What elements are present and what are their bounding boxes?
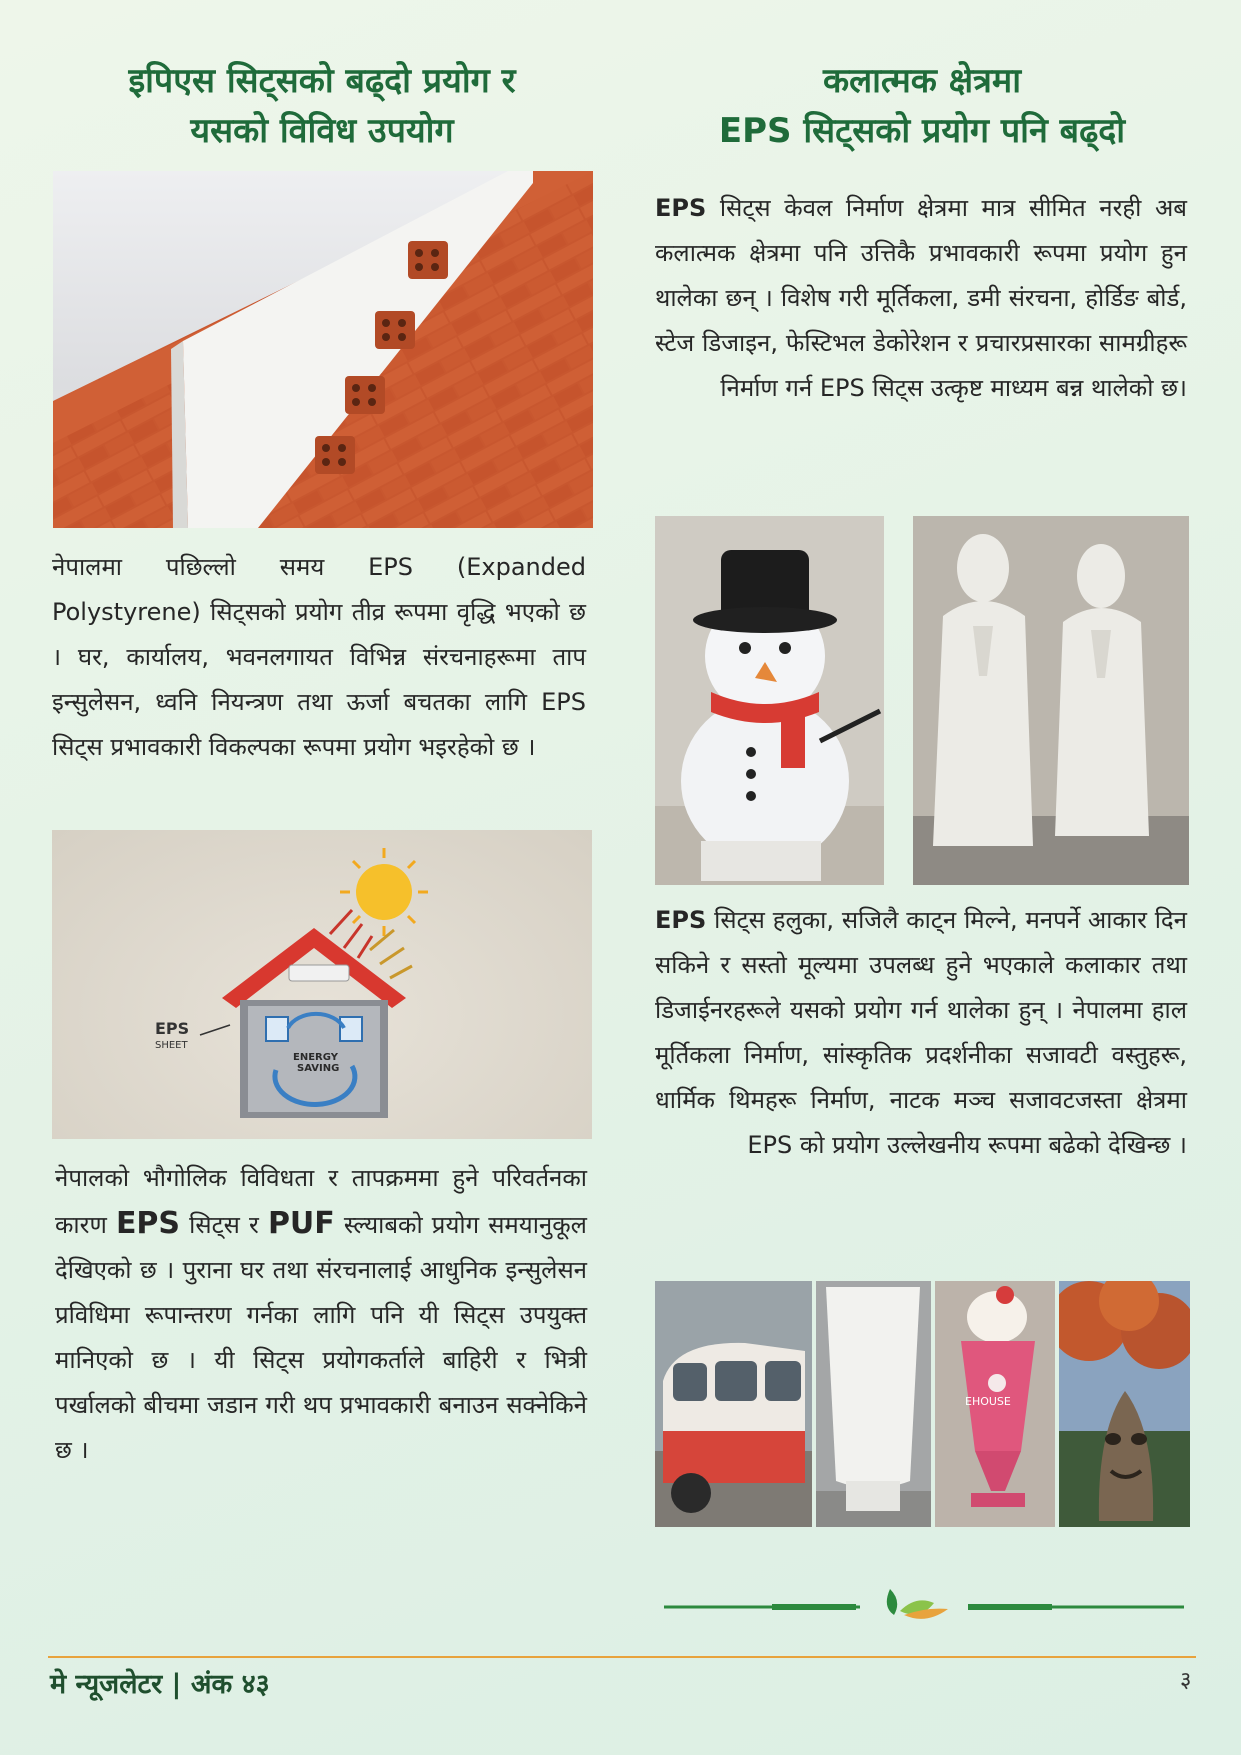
right-paragraph-1-text: सिट्स केवल निर्माण क्षेत्रमा मात्र सीमित नरही अब कलात्मक क्षेत्रमा पनि उत्तिकै प्रभावकारी रूपमा प्रयोग हुन थालेका छन् । विशेष गरी मूर्तिकला, डमी संरचना, होर्डिङ बोर्ड, स्टेज डिजाइन, फेस्टिभल डेकोरेशन र प्रचारप्रसारका सामग्रीहरू निर्माण गर्न EPS सिट्स उत्कृष्ट माध्यम बन्न थालेको छ।	[655, 194, 1187, 402]
footer-title: मे न्यूजलेटर | अंक ४३	[50, 1669, 270, 1700]
left-heading-line2: यसको विविध उपयोग	[190, 111, 454, 151]
left-paragraph-1: नेपालमा पछिल्लो समय EPS (Expanded Polystyrene) सिट्सको प्रयोग तीव्र रूपमा वृद्धि भएको छ । घर, कार्यालय, भवनलगायत विभिन्न संरचनाहरूमा ताप इन्सुलेसन, ध्वनि नियन्त्रण तथा ऊर्जा बचतका लागि EPS सिट्स प्रभावकारी विकल्पका रूपमा प्रयोग भइरहेको छ ।	[52, 553, 586, 761]
left-paragraph-1-block	[52, 545, 586, 770]
right-paragraph-1-eps: EPS	[655, 194, 707, 222]
left-paragraph-2-block	[55, 1156, 587, 1473]
snowman-sculpture-image	[655, 516, 884, 885]
tree-face-sculpture-image	[1059, 1281, 1190, 1527]
right-paragraph-2-text: सिट्स हलुका, सजिलै काट्न मिल्ने, मनपर्ने आकार दिन सकिने र सस्तो मूल्यमा उपलब्ध हुने भएकाले कलाकार तथा डिजाईनरहरूले यसको प्रयोग गर्न थालेका हुन् । नेपालमा हाल मूर्तिकला निर्माण, सांस्कृतिक प्रदर्शनीका सजावटी वस्तुहरू, धार्मिक थिमहरू निर्माण, नाटक मञ्च सजावटजस्ता क्षेत्रमा EPS को प्रयोग उल्लेखनीय रूपमा बढेको देखिन्छ ।	[655, 906, 1187, 1159]
energy-saving-house-image	[52, 830, 592, 1139]
brick-wall-image	[53, 171, 593, 528]
left-paragraph-2-part-c: स्ल्याबको प्रयोग समयानुकूल देखिएको छ । पुराना घर तथा संरचनालाई आधुनिक इन्सुलेसन प्रविधिमा रूपान्तरण गर्नका लागि पनि यी सिट्स उपयुक्त मानिएको छ । यी सिट्स प्रयोगकर्ताले बाहिरी र भित्री पर्खालको बीचमा जडान गरी थप प्रभावकारी बनाउन सक्नेकिने छ ।	[55, 1211, 587, 1464]
right-paragraph-2	[655, 898, 1187, 1168]
right-paragraph-1	[655, 186, 1187, 411]
eps-sheet-label: EPS	[155, 1019, 190, 1038]
icecream-cup-sculpture-image	[935, 1281, 1055, 1527]
statue-sculptures-image	[913, 516, 1189, 885]
page-number: ३	[1180, 1668, 1192, 1693]
right-paragraph-2-eps: EPS	[655, 906, 707, 934]
energy-label: ENERGY	[293, 1052, 338, 1063]
right-column	[652, 56, 1192, 156]
shop-sign-text: EHOUSE	[965, 1395, 1011, 1408]
right-heading-line2: EPS सिट्सको प्रयोग पनि बढ्दो	[718, 111, 1126, 151]
left-heading-line1: इपिएस सिट्सको बढ्दो प्रयोग र	[128, 61, 516, 101]
left-paragraph-2	[55, 1156, 587, 1473]
footer-rule	[48, 1656, 1196, 1658]
left-paragraph-2-puf: PUF	[267, 1206, 335, 1241]
leaf-divider	[664, 1585, 1184, 1625]
right-paragraph-1-block	[655, 186, 1187, 411]
left-paragraph-2-part-a: नेपालको भौगोलिक विविधता र तापक्रममा हुने परिवर्तनका कारण	[55, 1164, 587, 1239]
bus-sculpture-image	[655, 1281, 812, 1527]
right-heading	[652, 56, 1192, 156]
leaf-icon	[887, 1589, 897, 1615]
right-paragraph-2-block	[655, 898, 1187, 1168]
tube-sculpture-image	[816, 1281, 931, 1527]
right-heading-line1: कलात्मक क्षेत्रमा	[822, 61, 1022, 101]
saving-label: SAVING	[297, 1063, 340, 1074]
left-heading	[52, 56, 592, 156]
left-paragraph-2-eps: EPS	[115, 1206, 181, 1241]
left-paragraph-2-part-b: सिट्स र	[189, 1211, 259, 1239]
eps-sheet-sublabel: SHEET	[155, 1040, 188, 1051]
left-column	[52, 56, 592, 156]
